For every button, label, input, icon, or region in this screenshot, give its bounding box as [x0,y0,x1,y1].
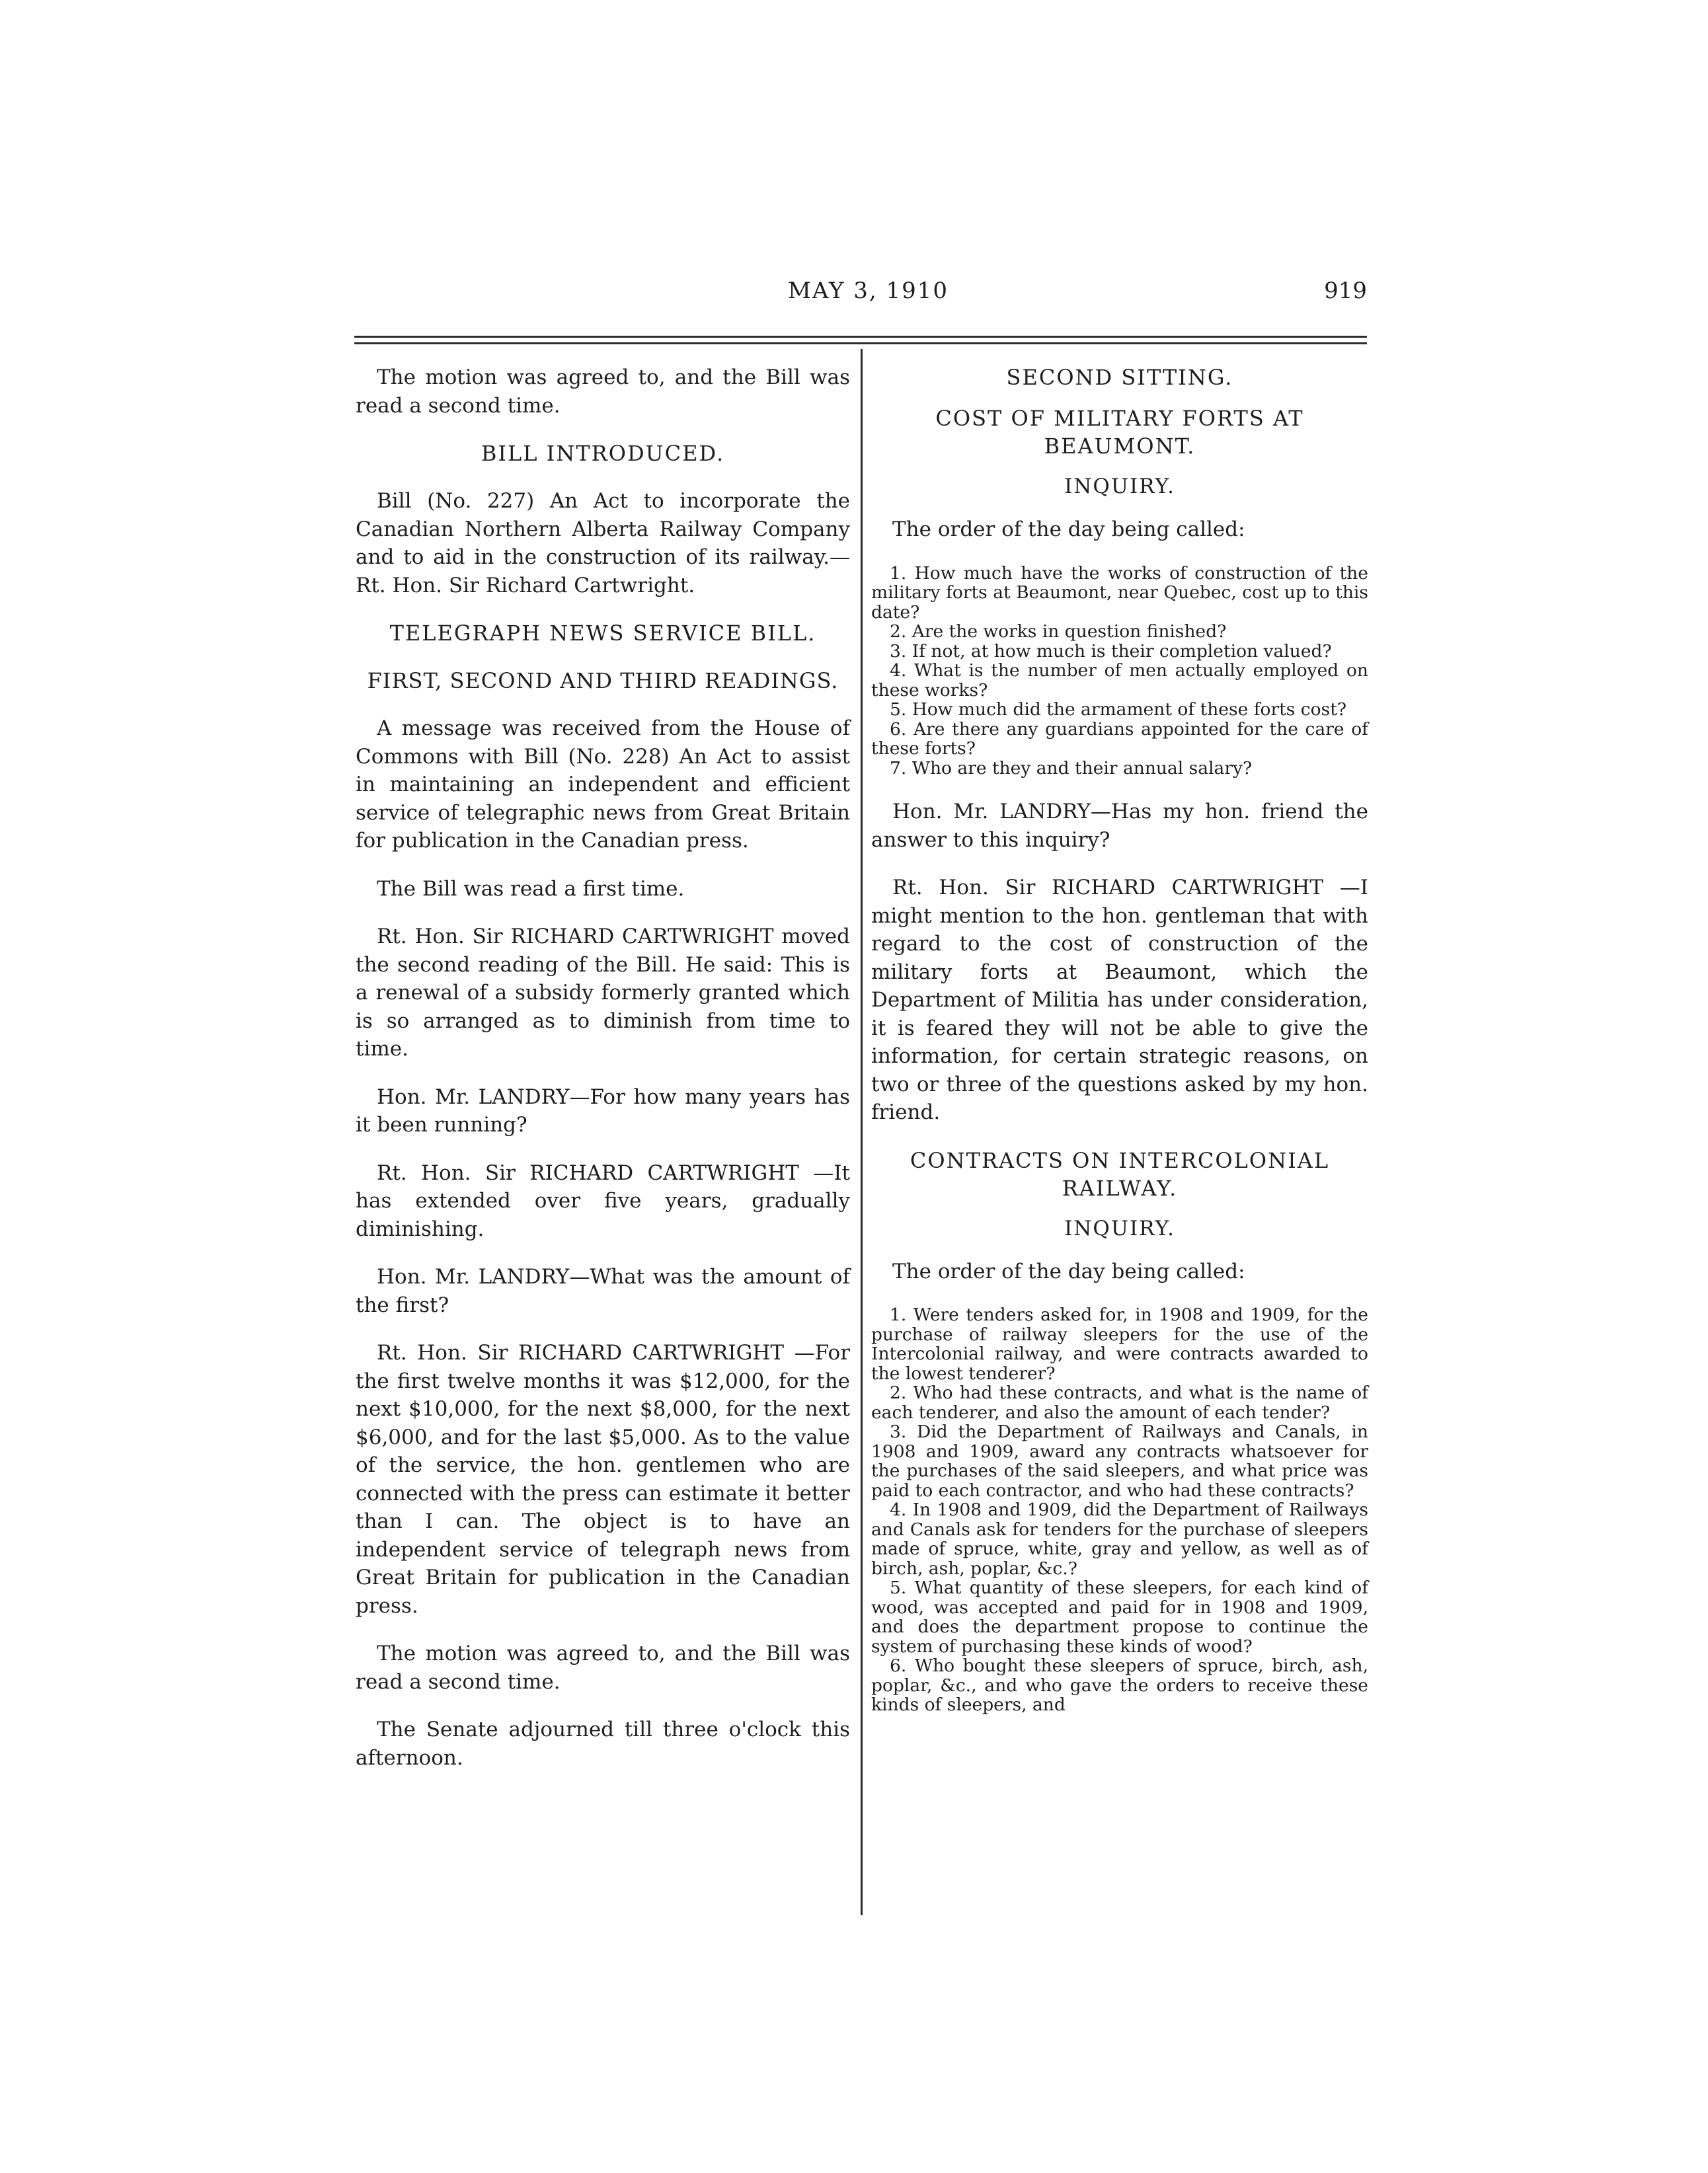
forts-question: 3. If not, at how much is their completion valued? [890,640,1332,662]
contracts-question: 5. What quantity of these sleepers, for each kind of wood, was accepted and paid for in 1908 and 1909, and does the department propose to continue the system of purchasing these kinds of wood? [871,1578,1368,1657]
cartwright-reply-paragraph: Rt. Hon. Sir RICHARD CARTWRIGHT —It has extended over five years, gradually diminishing. [356,1161,850,1241]
motion-agreed-paragraph: The motion was agreed to, and the Bill was read a second time. [356,365,850,418]
contracts-heading: CONTRACTS ON INTERCOLONIAL RAILWAY. [910,1147,1330,1201]
order-of-day-2: The order of the day being called: [892,1259,1245,1283]
contracts-questions-list [871,1305,1368,1715]
bill-introduced-heading: BILL INTRODUCED. [481,441,725,466]
landry-question-paragraph: Hon. Mr. LANDRY—For how many years has it been running? [356,1085,850,1137]
motion-agreed-second-paragraph: The motion was agreed to, and the Bill was read a second time. [356,1642,850,1694]
contracts-question: 3. Did the Department of Railways and Canals, in 1908 and 1909, award any contracts whatsoever for the purchases of the said sleepers, and what price was paid to each contractor, and who had these contracts? [871,1422,1368,1501]
second-sitting-heading: SECOND SITTING. [1006,365,1233,390]
forts-question: 4. What is the number of men actually employed on these works? [871,660,1368,701]
contracts-question: 2. Who had these contracts, and what is the name of each tenderer, and also the amount of each tender? [871,1383,1368,1423]
forts-question: 7. Who are they and their annual salary? [890,757,1253,779]
cartwright-answer-paragraph: Rt. Hon. Sir RICHARD CARTWRIGHT —I might mention to the hon. gentleman that with regard to the cost of construction of the military forts at Beaumont, which the Department of Militia has under consideration, it is feared they will not be able to give the information, for certain strategic reasons, on two or three of the questions asked by my hon. friend. [871,876,1368,1124]
senate-adjourned-paragraph: The Senate adjourned till three o'clock this afternoon. [356,1718,850,1770]
contracts-question: 6. Who bought these sleepers of spruce, birch, ash, poplar, &c., and who gave the orders to receive these kinds of sleepers, and [871,1656,1368,1715]
forts-question: 2. Are the works in question finished? [890,621,1227,642]
contracts-question: 4. In 1908 and 1909, did the Department of Railways and Canals ask for tenders for the purchase of sleepers made of spruce, white, gray and yellow, as well as of birch, ash, poplar, &c.? [871,1500,1368,1579]
contracts-question: 1. Were tenders asked for, in 1908 and 1909, for the purchase of railway sleepers for the use of the Intercolonial railway, and were contracts awarded to the lowest tenderer? [871,1305,1368,1384]
page-header [354,278,1367,317]
landry-amount-paragraph: Hon. Mr. LANDRY—What was the amount of the first? [356,1265,850,1317]
telegraph-bill-heading: TELEGRAPH NEWS SERVICE BILL. [389,621,816,646]
page-date: MAY 3, 1910 [788,278,949,304]
column-divider [861,349,863,1915]
message-received-paragraph: A message was received from the House of Commons with Bill (No. 228) An Act to assist in maintaining an independent and efficient service of telegraphic news from Great Britain for publication in the Canadian press. [356,716,850,853]
inquiry-heading-1: INQUIRY. [1064,475,1175,498]
header-rule-top [354,336,1367,338]
military-forts-heading: COST OF MILITARY FORTS AT BEAUMONT. [935,406,1304,459]
header-rule-bottom [354,342,1367,344]
forts-question: 5. How much did the armament of these forts cost? [890,699,1347,720]
forts-question: 6. Are there any guardians appointed for the care of these forts? [871,718,1368,759]
forts-questions-list [871,564,1368,779]
readings-heading: FIRST, SECOND AND THIRD READINGS. [367,668,839,693]
cartwright-amounts-paragraph: Rt. Hon. Sir RICHARD CARTWRIGHT —For the first twelve months it was $12,000, for the next $10,000, for the next $8,000, for the next $6,000, and for the last $5,000. As to the value of the service, the hon. gentlemen who are connected with the press can estimate it better than I can. The object is to have an independent service of telegraph news from Great Britain for publication in the Canadian press. [356,1341,850,1618]
page-number: 919 [1324,278,1367,304]
forts-question: 1. How much have the works of construction of the military forts at Beaumont, near Quebec, cost up to this date? [871,562,1368,623]
landry-inquiry-paragraph: Hon. Mr. LANDRY—Has my hon. friend the answer to this inquiry? [871,800,1368,852]
cartwright-second-reading-paragraph: Rt. Hon. Sir RICHARD CARTWRIGHT moved the second reading of the Bill. He said: This is a renewal of a subsidy formerly granted which is so arranged as to diminish from time to time. [356,925,850,1061]
order-of-day-1: The order of the day being called: [892,517,1245,541]
first-reading-paragraph: The Bill was read a first time. [377,876,685,901]
right-column [871,363,1368,1735]
left-column [356,363,850,1792]
inquiry-heading-2: INQUIRY. [1064,1216,1175,1240]
bill-227-paragraph: Bill (No. 227) An Act to incorporate the Canadian Northern Alberta Railway Company and to aid in the construction of its railway.—Rt. Hon. Sir Richard Cartwright. [356,489,850,597]
